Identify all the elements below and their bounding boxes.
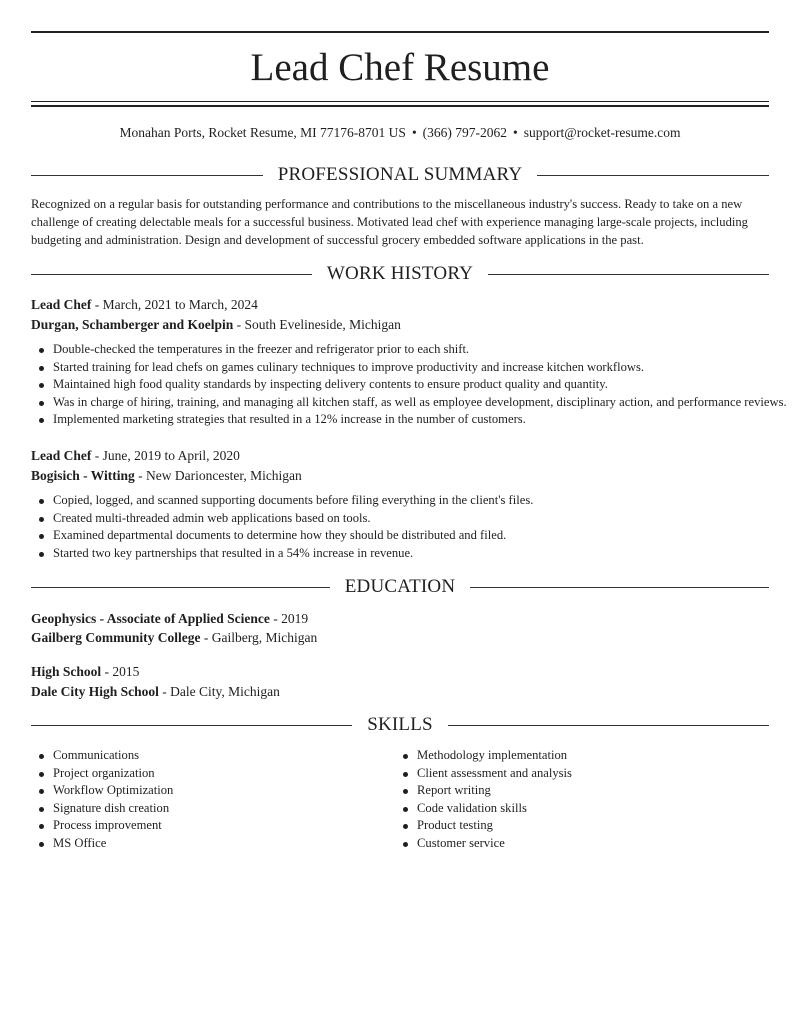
job-title: Lead Chef bbox=[31, 448, 92, 463]
skills-list-right bbox=[395, 747, 800, 853]
contact-address: Monahan Ports, Rocket Resume, MI 77176-8701 US bbox=[119, 125, 406, 140]
job-title-line bbox=[31, 295, 769, 315]
education-year: - 2015 bbox=[101, 664, 140, 679]
skill-item: Process improvement bbox=[31, 817, 769, 835]
job-company-line bbox=[31, 315, 769, 335]
education-year: - 2019 bbox=[269, 611, 309, 626]
job-company-line bbox=[31, 466, 769, 486]
heading-rule bbox=[31, 587, 330, 588]
job-bullets bbox=[31, 492, 769, 562]
list-item: Copied, logged, and scanned supporting documents before filing everything in the client's files. bbox=[31, 492, 769, 510]
list-item: Started two key partnerships that resulted in a 54% increase in revenue. bbox=[31, 545, 769, 563]
job-dates: - June, 2019 to April, 2020 bbox=[91, 448, 240, 463]
list-item: Implemented marketing strategies that resulted in a 12% increase in the number of customers. bbox=[31, 411, 769, 429]
education-degree-line bbox=[31, 609, 769, 629]
heading-rule bbox=[448, 725, 769, 726]
education-school: Gailberg Community College bbox=[31, 630, 201, 645]
title-rule-thick bbox=[31, 105, 769, 107]
job-location: - South Evelineside, Michigan bbox=[233, 317, 401, 332]
section-heading-skills bbox=[31, 713, 769, 737]
heading-rule bbox=[31, 274, 312, 275]
skill-item: Code validation skills bbox=[395, 800, 800, 818]
resume-title: Lead Chef Resume bbox=[250, 46, 550, 89]
section-title: WORK HISTORY bbox=[326, 263, 474, 284]
education-school-line bbox=[31, 628, 769, 648]
section-heading-work bbox=[31, 262, 769, 286]
skill-item: Workflow Optimization bbox=[31, 782, 769, 800]
skill-item: Communications bbox=[31, 747, 769, 765]
skill-item: MS Office bbox=[31, 835, 769, 853]
contact-email: support@rocket-resume.com bbox=[523, 125, 681, 140]
education-school-line bbox=[31, 682, 769, 702]
section-title: EDUCATION bbox=[344, 576, 456, 597]
job-title-line bbox=[31, 446, 769, 466]
section-title: SKILLS bbox=[367, 714, 433, 735]
skill-item: Project organization bbox=[31, 765, 769, 783]
education-degree-line bbox=[31, 662, 769, 682]
contact-separator: • bbox=[411, 125, 417, 140]
education-degree: Geophysics - Associate of Applied Science bbox=[31, 611, 270, 626]
job-bullets bbox=[31, 341, 787, 429]
list-item: Created multi-threaded admin web applications based on tools. bbox=[31, 510, 769, 528]
skill-item: Customer service bbox=[395, 835, 800, 853]
list-item: Maintained high food quality standards by inspecting delivery contents to ensure product quality and quantity. bbox=[31, 376, 769, 394]
list-item: Double-checked the temperatures in the freezer and refrigerator prior to each shift. bbox=[31, 341, 769, 359]
job-company: Bogisich - Witting bbox=[31, 468, 135, 483]
job-company: Durgan, Schamberger and Koelpin bbox=[31, 317, 234, 332]
contact-line bbox=[31, 123, 769, 143]
skill-item: Signature dish creation bbox=[31, 800, 769, 818]
heading-rule bbox=[537, 175, 769, 176]
job-title: Lead Chef bbox=[31, 297, 92, 312]
education-degree: High School bbox=[31, 664, 102, 679]
skill-item: Product testing bbox=[395, 817, 800, 835]
summary-text: Recognized on a regular basis for outstanding performance and contributions to the miscellaneous industry's success. Ready to take on a new challenge of creating delectable meals for a successful business. Motivated lead chef with experience managing large-scale projects, including budgeting and administration. Design and development of successful grocery embedded software applications in the past. bbox=[31, 197, 748, 247]
education-school: Dale City High School bbox=[31, 684, 159, 699]
top-rule bbox=[31, 31, 769, 33]
job-location: - New Darioncester, Michigan bbox=[134, 468, 302, 483]
skill-item: Client assessment and analysis bbox=[395, 765, 800, 783]
section-heading-summary bbox=[31, 163, 769, 187]
heading-rule bbox=[470, 587, 769, 588]
education-location: - Gailberg, Michigan bbox=[200, 630, 318, 645]
contact-phone: (366) 797-2062 bbox=[422, 125, 508, 140]
contact-separator: • bbox=[513, 125, 518, 140]
list-item: Examined departmental documents to determine how they should be distributed and filed. bbox=[31, 527, 769, 545]
section-title: PROFESSIONAL SUMMARY bbox=[277, 164, 523, 185]
heading-rule bbox=[31, 175, 263, 176]
education-location: - Dale City, Michigan bbox=[158, 684, 280, 699]
title-rule-thin bbox=[31, 101, 769, 102]
job-dates: - March, 2021 to March, 2024 bbox=[91, 297, 258, 312]
list-item: Was in charge of hiring, training, and managing all kitchen staff, as well as employee development, disciplinary action, and performance reviews. bbox=[31, 394, 769, 412]
skill-item: Report writing bbox=[395, 782, 800, 800]
skill-item: Methodology implementation bbox=[395, 747, 800, 765]
list-item: Started training for lead chefs on games culinary techniques to improve productivity and increase kitchen workflows. bbox=[31, 359, 769, 377]
heading-rule bbox=[488, 274, 769, 275]
heading-rule bbox=[31, 725, 352, 726]
section-heading-education bbox=[31, 575, 769, 599]
